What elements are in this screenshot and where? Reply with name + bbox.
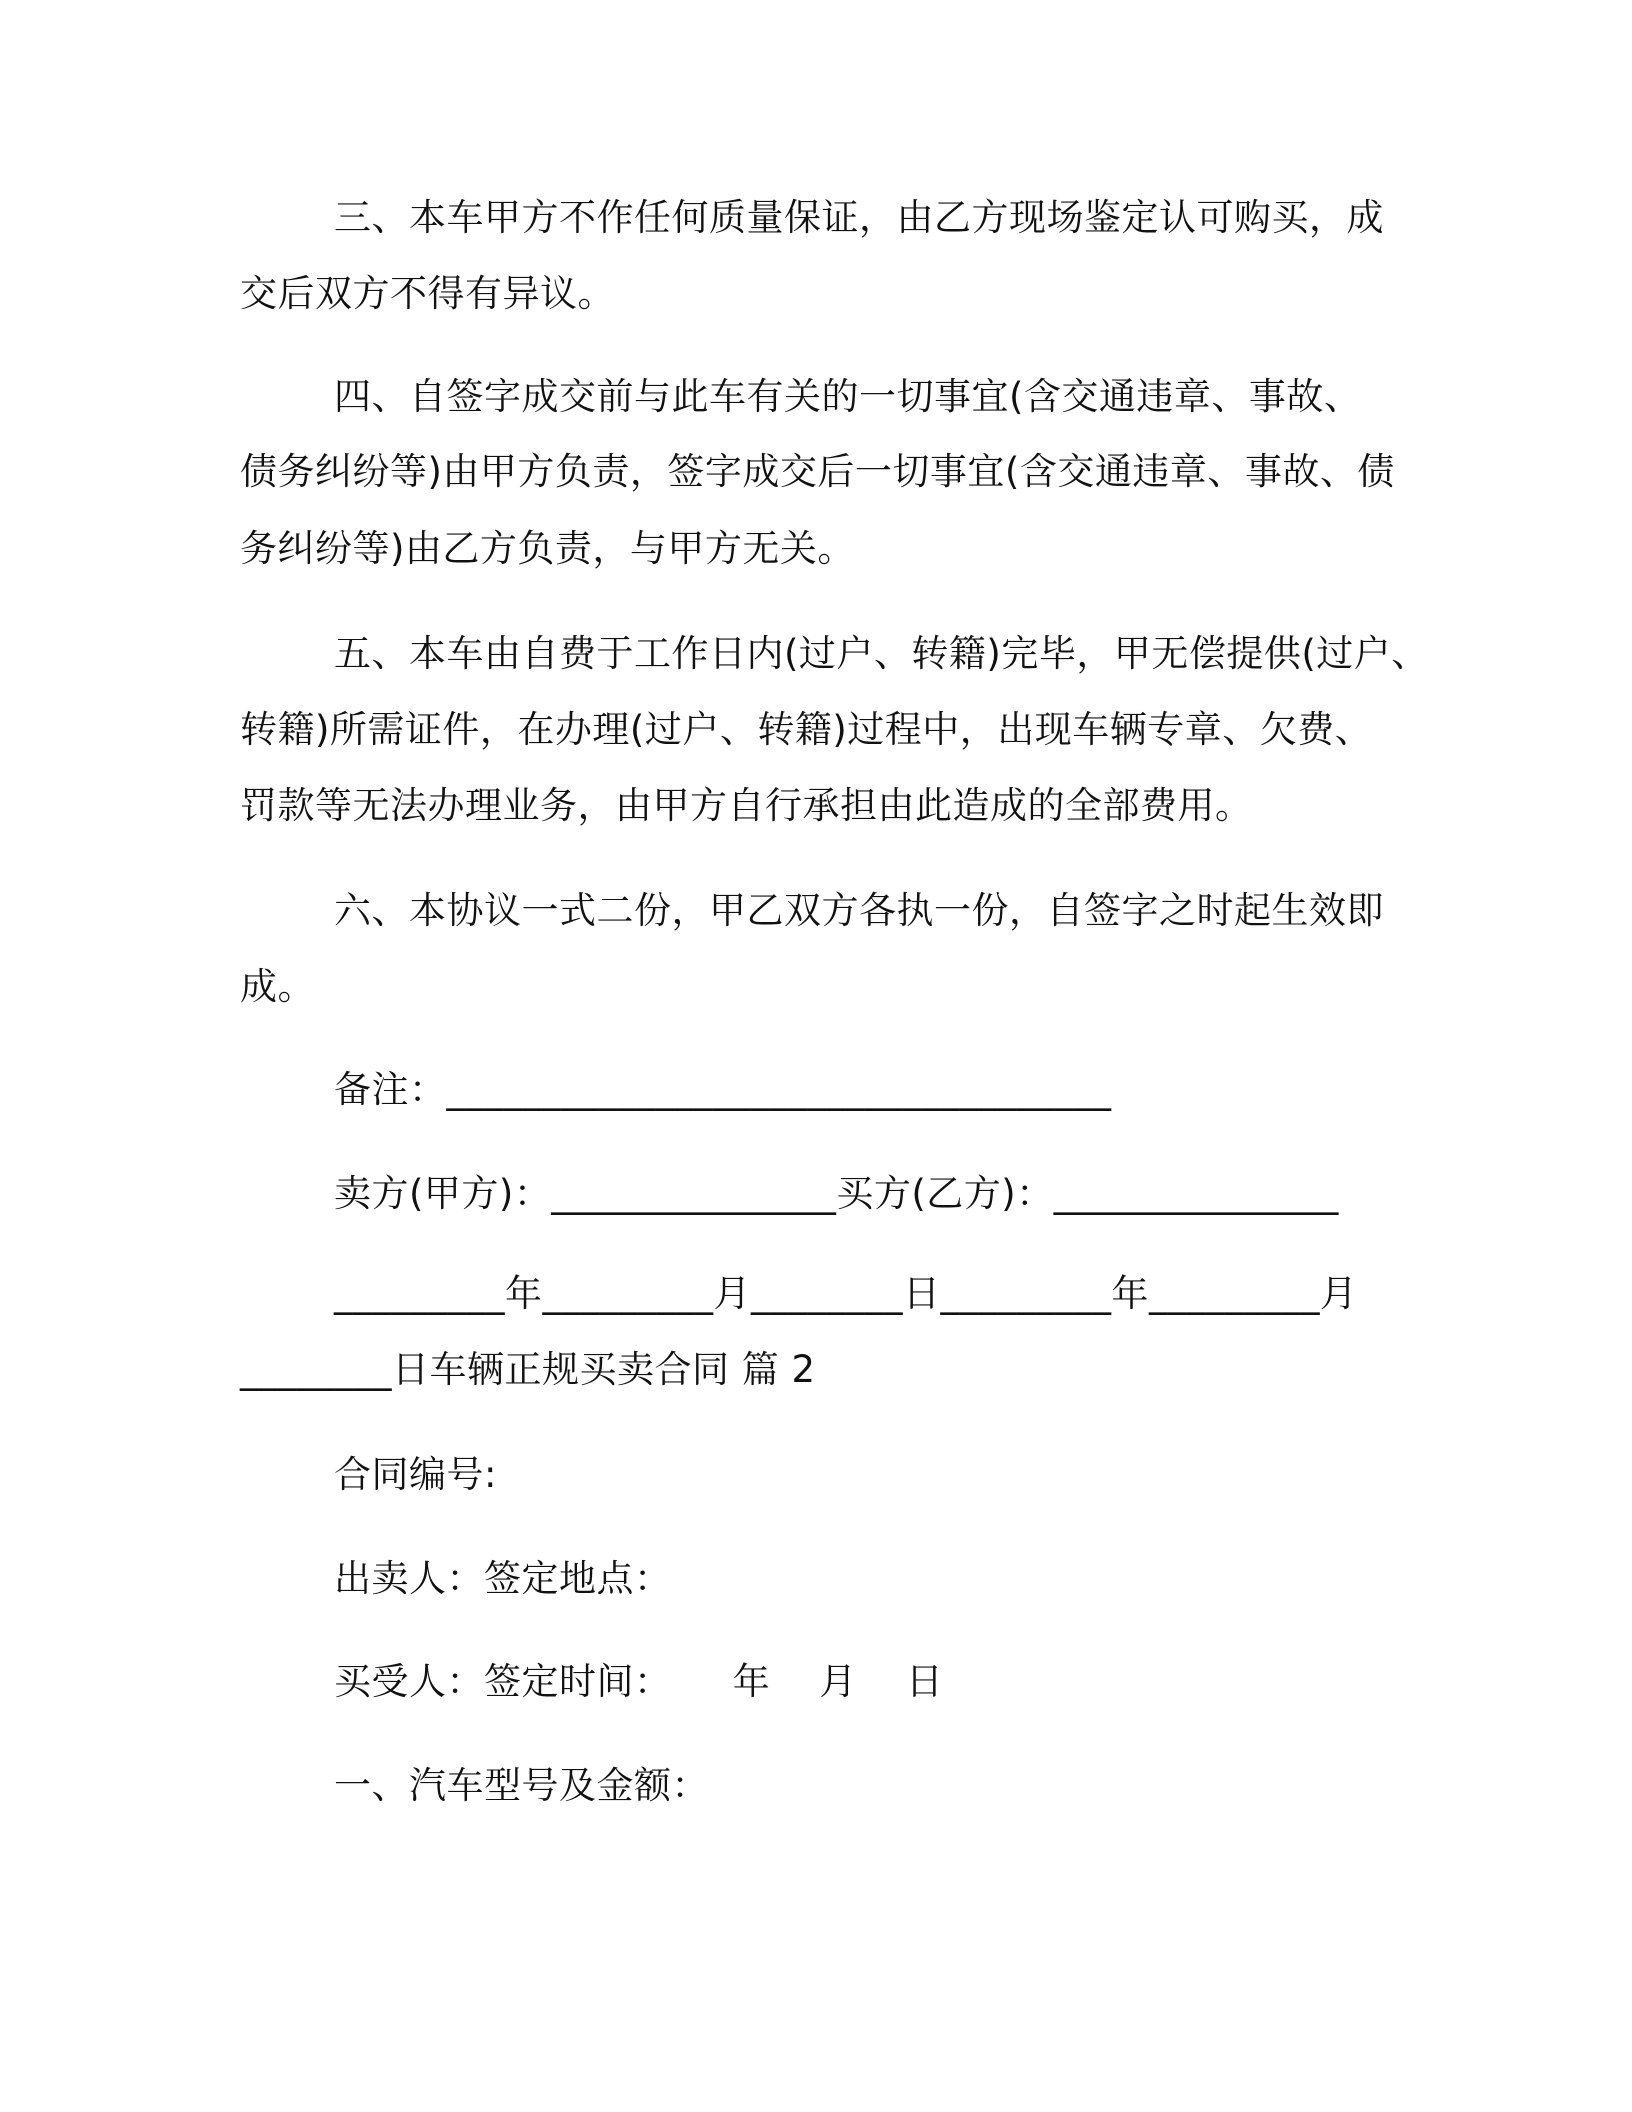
clause-4-line-3: 务纠纷等)由乙方负责，与甲方无关。 — [240, 527, 855, 570]
seller-buyer-signature-line: 卖方(甲方)：_______________买方(乙方)：_______________ — [334, 1172, 1339, 1215]
clause-3-line-2: 交后双方不得有异议。 — [240, 272, 615, 315]
clause-5-line-1: 五、本车由自费于工作日内(过户、转籍)完毕，甲无偿提供(过户、 — [334, 632, 1429, 675]
clause-3-line-1: 三、本车甲方不作任何质量保证，由乙方现场鉴定认可购买，成 — [334, 196, 1384, 239]
clause-6-line-1: 六、本协议一式二份，甲乙双方各执一份，自签字之时起生效即 — [334, 889, 1384, 932]
remarks-line: 备注：___________________________________ — [334, 1068, 1112, 1111]
clause-6-line-2: 成。 — [240, 965, 315, 1008]
section-1-heading: 一、汽车型号及金额： — [334, 1764, 709, 1807]
clause-4-line-2: 债务纠纷等)由甲方负责，签字成交后一切事宜(含交通违章、事故、债 — [240, 450, 1395, 493]
clause-4-line-1: 四、自签字成交前与此车有关的一切事宜(含交通违章、事故、 — [334, 375, 1362, 418]
seller-signing-place: 出卖人：签定地点： — [334, 1557, 672, 1600]
clause-5-line-2: 转籍)所需证件，在办理(过户、转籍)过程中，出现车辆专章、欠费、 — [240, 708, 1373, 751]
buyer-signing-time: 买受人：签定时间： 年 月 日 — [334, 1660, 944, 1703]
contract-number-label: 合同编号: — [334, 1453, 497, 1496]
date-line-1: _________年_________月________日_________年_________月 — [334, 1272, 1358, 1315]
clause-5-line-3: 罚款等无法办理业务，由甲方自行承担由此造成的全部费用。 — [240, 784, 1253, 827]
date-line-2-section-title: ________日车辆正规买卖合同 篇 2 — [240, 1348, 816, 1391]
